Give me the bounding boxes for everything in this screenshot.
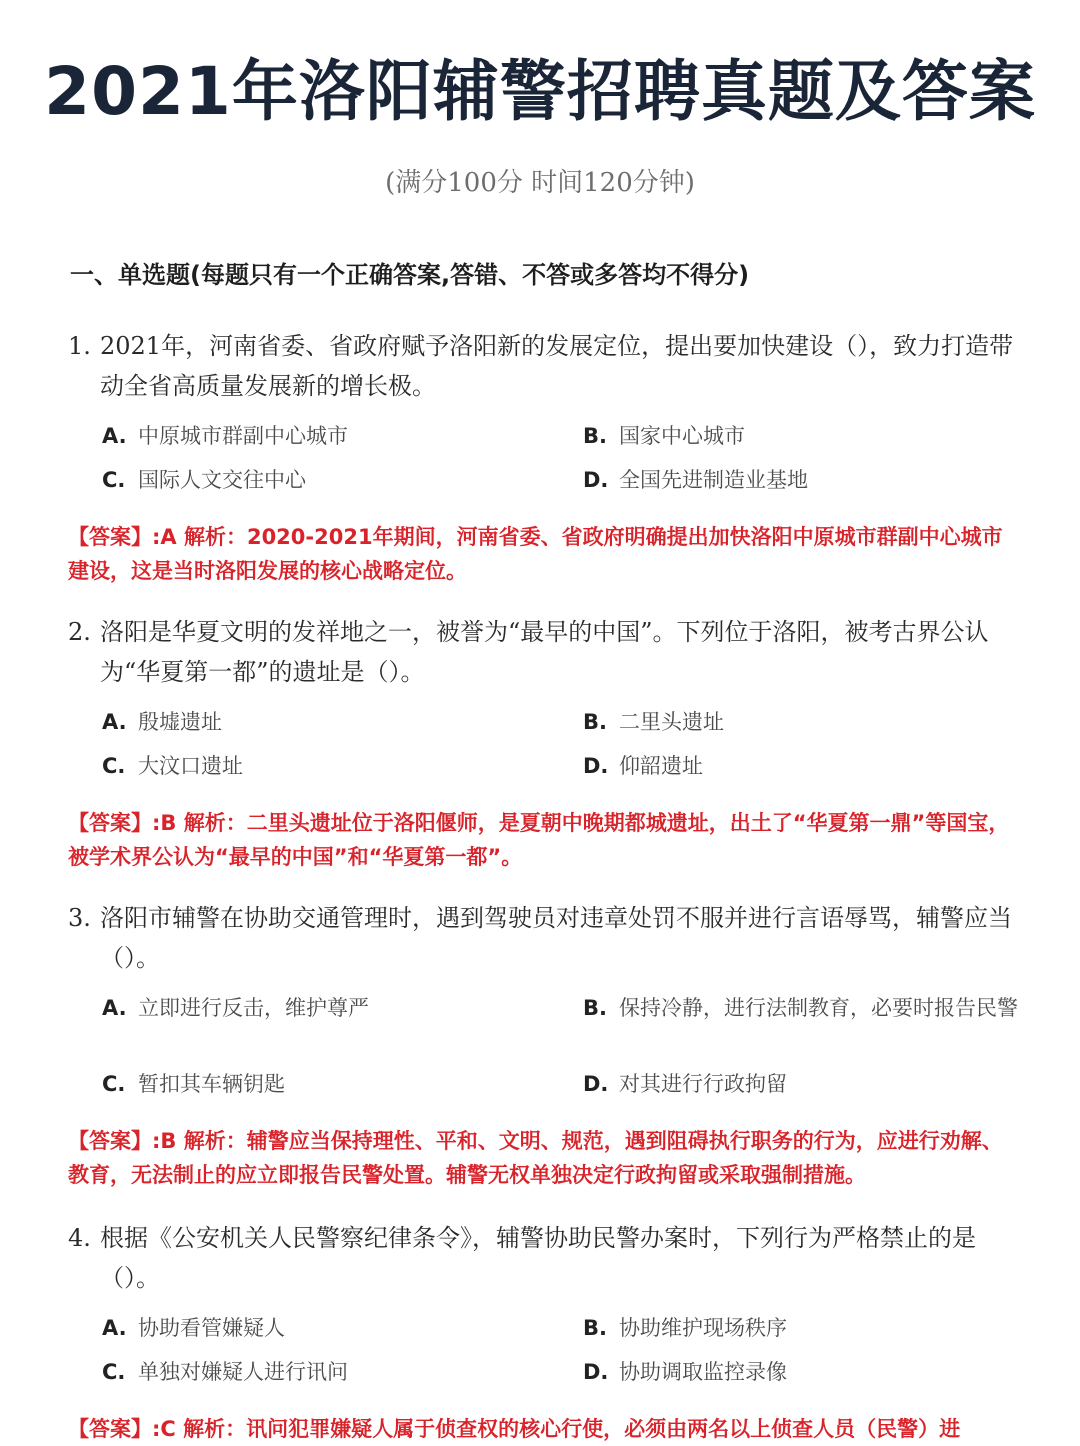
option-b	[583, 992, 1059, 1024]
option-d	[583, 1356, 1023, 1388]
option-c	[102, 1356, 542, 1388]
option-a	[102, 992, 542, 1024]
option-letter: A.	[102, 710, 127, 734]
option-text: 殷墟遗址	[138, 710, 222, 734]
option-d	[583, 750, 1023, 782]
question-stem	[68, 326, 1023, 406]
answer-explanation: 【答案】:B 解析：辅警应当保持理性、平和、文明、规范，遇到阻碍执行职务的行为，应进行劝解、教育，无法制止的应立即报告民警处置。辅警无权单独决定行政拘留或采取强制措施。	[68, 1129, 1003, 1187]
option-letter: B.	[583, 710, 607, 734]
question-text: 洛阳是华夏文明的发祥地之一，被誉为“最早的中国”。下列位于洛阳，被考古界公认为“华夏第一都”的遗址是（）。	[100, 618, 989, 686]
page-title: 2021年洛阳辅警招聘真题及答案	[44, 53, 1036, 130]
option-text: 保持冷静，进行法制教育，必要时报告民警	[619, 996, 1018, 1020]
options	[68, 706, 1023, 796]
option-a	[102, 1312, 542, 1344]
option-letter: C.	[102, 468, 126, 492]
option-b	[583, 420, 1023, 452]
option-text: 协助维护现场秩序	[619, 1316, 787, 1340]
question-3	[68, 898, 1023, 1192]
option-text: 大汶口遗址	[138, 754, 243, 778]
option-text: 对其进行行政拘留	[619, 1072, 787, 1096]
option-letter: B.	[583, 1316, 607, 1340]
question-4	[68, 1218, 1023, 1446]
option-text: 单独对嫌疑人进行讯问	[138, 1360, 348, 1384]
question-stem	[68, 898, 1023, 978]
option-b	[583, 1312, 1023, 1344]
answer-explanation: 【答案】:C 解析：讯问犯罪嫌疑人属于侦查权的核心行使，必须由两名以上侦查人员（民警）进	[68, 1417, 961, 1441]
option-text: 中原城市群副中心城市	[138, 424, 348, 448]
option-letter: D.	[583, 468, 609, 492]
answer-explanation: 【答案】:B 解析：二里头遗址位于洛阳偃师，是夏朝中晚期都城遗址，出土了“华夏第一鼎”等国宝，被学术界公认为“最早的中国”和“华夏第一都”。	[68, 811, 1010, 869]
option-text: 全国先进制造业基地	[619, 468, 808, 492]
question-text: 根据《公安机关人民警察纪律条令》，辅警协助民警办案时，下列行为严格禁止的是（）。	[100, 1224, 976, 1292]
option-letter: C.	[102, 1360, 126, 1384]
option-c	[102, 464, 542, 496]
option-a	[102, 706, 542, 738]
option-text: 国家中心城市	[619, 424, 745, 448]
option-letter: D.	[583, 754, 609, 778]
question-number: 4.	[68, 1224, 91, 1252]
option-text: 二里头遗址	[619, 710, 724, 734]
question-stem	[68, 1218, 1023, 1298]
option-letter: A.	[102, 424, 127, 448]
option-d	[583, 464, 1023, 496]
option-letter: D.	[583, 1072, 609, 1096]
score-time-subtitle: (满分100分 时间120分钟)	[385, 168, 695, 198]
option-letter: C.	[102, 1072, 126, 1096]
option-a	[102, 420, 542, 452]
question-text: 2021年，河南省委、省政府赋予洛阳新的发展定位，提出要加快建设（），致力打造带动全省高质量发展新的增长极。	[100, 332, 1014, 400]
option-text: 立即进行反击，维护尊严	[138, 996, 369, 1020]
option-text: 暂扣其车辆钥匙	[138, 1072, 285, 1096]
option-letter: A.	[102, 1316, 127, 1340]
option-text: 协助调取监控录像	[619, 1360, 787, 1384]
question-2	[68, 612, 1023, 874]
option-text: 协助看管嫌疑人	[138, 1316, 285, 1340]
options	[68, 992, 1023, 1114]
options	[68, 420, 1023, 510]
option-c	[102, 1068, 542, 1100]
option-letter: B.	[583, 424, 607, 448]
question-number: 2.	[68, 618, 91, 646]
question-text: 洛阳市辅警在协助交通管理时，遇到驾驶员对违章处罚不服并进行言语辱骂，辅警应当（）。	[100, 904, 1012, 972]
question-1	[68, 326, 1023, 588]
option-d	[583, 1068, 1023, 1100]
answer-explanation: 【答案】:A 解析：2020-2021年期间，河南省委、省政府明确提出加快洛阳中原城市群副中心城市建设，这是当时洛阳发展的核心战略定位。	[68, 525, 1003, 583]
section-heading: 一、单选题(每题只有一个正确答案,答错、不答或多答均不得分)	[70, 261, 750, 289]
option-letter: C.	[102, 754, 126, 778]
option-text: 仰韶遗址	[619, 754, 703, 778]
option-letter: D.	[583, 1360, 609, 1384]
question-number: 3.	[68, 904, 91, 932]
option-c	[102, 750, 542, 782]
option-text: 国际人文交往中心	[138, 468, 306, 492]
option-letter: A.	[102, 996, 127, 1020]
question-stem	[68, 612, 1023, 692]
option-letter: B.	[583, 996, 607, 1020]
option-b	[583, 706, 1023, 738]
options	[68, 1312, 1023, 1402]
question-number: 1.	[68, 332, 91, 360]
